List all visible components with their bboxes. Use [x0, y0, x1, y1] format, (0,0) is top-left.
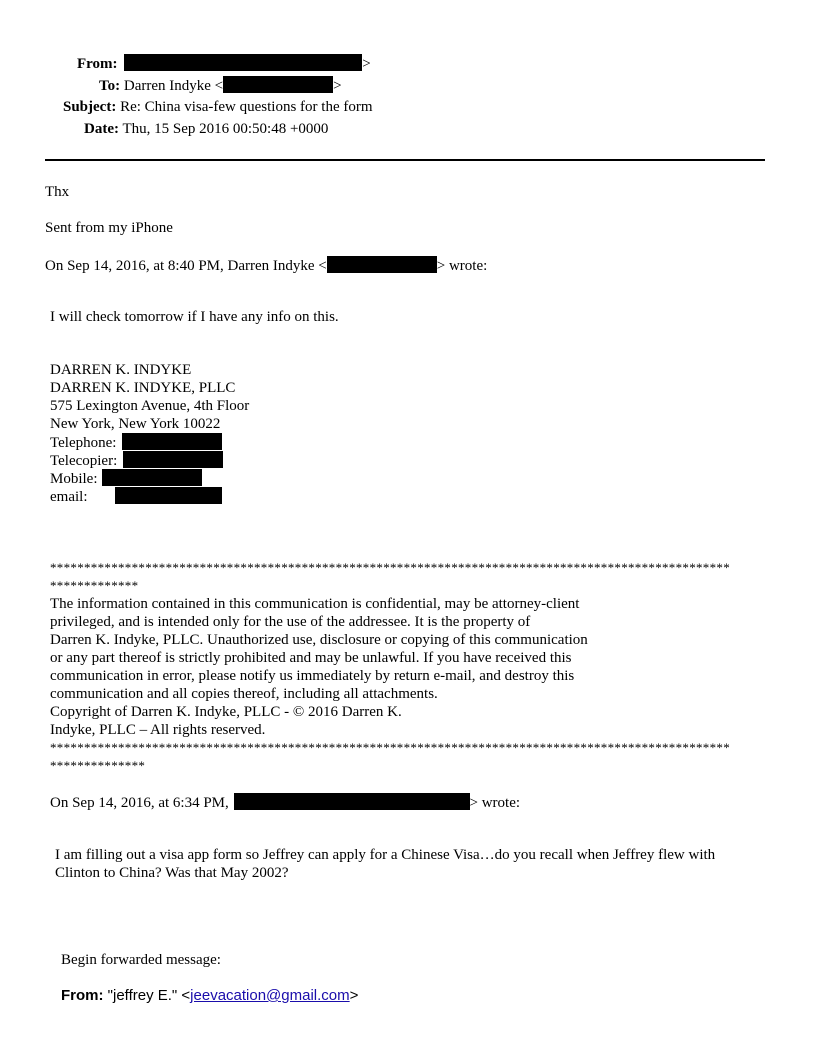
disclaimer-line: communication and all copies thereof, including all attachments. — [50, 686, 438, 702]
quote2-prefix: On Sep 14, 2016, at 6:34 PM, — [50, 795, 229, 811]
disclaimer-stars-bottom-2: ************** — [50, 758, 146, 773]
disclaimer-line: privileged, and is intended only for the use of the addressee. It is the property of — [50, 614, 531, 630]
redacted-block — [122, 433, 222, 450]
redacted-block — [123, 451, 223, 468]
quote1-header — [45, 256, 487, 275]
signature-telecopier — [50, 451, 223, 470]
subject-value: Re: China visa-few questions for the form — [120, 99, 373, 115]
header-divider — [45, 159, 765, 161]
forwarded-from-row — [61, 987, 358, 1005]
body-thx: Thx — [45, 184, 70, 200]
to-label: To: — [99, 78, 121, 94]
telephone-label: Telephone: — [50, 435, 117, 451]
redacted-block — [327, 256, 437, 273]
begin-forwarded: Begin forwarded message: — [61, 952, 221, 968]
redacted-block — [115, 487, 222, 504]
from-row — [77, 54, 371, 73]
disclaimer-line: Copyright of Darren K. Indyke, PLLC - © 2016 Darren K. — [50, 704, 402, 720]
forwarded-from-label: From: — [61, 987, 104, 1004]
date-row — [84, 120, 328, 138]
from-close: > — [362, 56, 371, 72]
to-close: > — [333, 78, 342, 94]
quote2-msg-line1: I am filling out a visa app form so Jeffrey can apply for a Chinese Visa…do you recall when Jeffrey flew with — [55, 847, 716, 863]
signature-email — [50, 487, 222, 506]
signature-name: DARREN K. INDYKE — [50, 362, 192, 378]
to-value: Darren Indyke < — [123, 78, 224, 94]
subject-label: Subject: — [63, 99, 117, 115]
signature-address1: 575 Lexington Avenue, 4th Floor — [50, 398, 250, 414]
mobile-label: Mobile: — [50, 471, 98, 487]
quote2-suffix: > wrote: — [469, 795, 521, 811]
sent-from-iphone: Sent from my iPhone — [45, 220, 173, 236]
disclaimer-stars-top: **************************************************************************************************** — [50, 560, 730, 575]
subject-row — [63, 98, 373, 116]
redacted-block — [234, 793, 470, 810]
to-row — [99, 76, 342, 95]
forwarded-from-email-link[interactable]: jeevacation@gmail.com — [190, 987, 350, 1004]
disclaimer-line: communication in error, please notify us immediately by return e-mail, and destroy this — [50, 668, 575, 684]
redacted-block — [102, 469, 202, 486]
redacted-block — [124, 54, 362, 71]
check-line: I will check tomorrow if I have any info on this. — [50, 309, 339, 325]
quote2-header — [50, 793, 520, 812]
forwarded-from-name: "jeffrey E." < — [107, 987, 191, 1004]
date-value: Thu, 15 Sep 2016 00:50:48 +0000 — [122, 121, 329, 137]
telecopier-label: Telecopier: — [50, 453, 118, 469]
signature-address2: New York, New York 10022 — [50, 416, 221, 432]
disclaimer-line: The information contained in this communication is confidential, may be attorney-client — [50, 596, 580, 612]
disclaimer-line: Darren K. Indyke, PLLC. Unauthorized use, disclosure or copying of this communication — [50, 632, 588, 648]
forwarded-from-close: > — [349, 987, 359, 1004]
quote2-msg-line2: Clinton to China? Was that May 2002? — [55, 865, 289, 881]
date-label: Date: — [84, 121, 119, 137]
quote1-prefix: On Sep 14, 2016, at 8:40 PM, Darren Indyke < — [45, 258, 327, 274]
disclaimer-stars-bottom: **************************************************************************************************** — [50, 740, 730, 755]
signature-mobile — [50, 469, 202, 488]
signature-firm: DARREN K. INDYKE, PLLC — [50, 380, 236, 396]
quote1-suffix: > wrote: — [436, 258, 488, 274]
redacted-block — [223, 76, 333, 93]
disclaimer-stars-top-2: ************* — [50, 578, 139, 593]
disclaimer-line: or any part thereof is strictly prohibited and may be unlawful. If you have received this — [50, 650, 572, 666]
from-label: From: — [77, 56, 118, 72]
signature-telephone — [50, 433, 222, 452]
disclaimer-line: Indyke, PLLC – All rights reserved. — [50, 722, 266, 738]
email-label: email: — [50, 489, 88, 505]
